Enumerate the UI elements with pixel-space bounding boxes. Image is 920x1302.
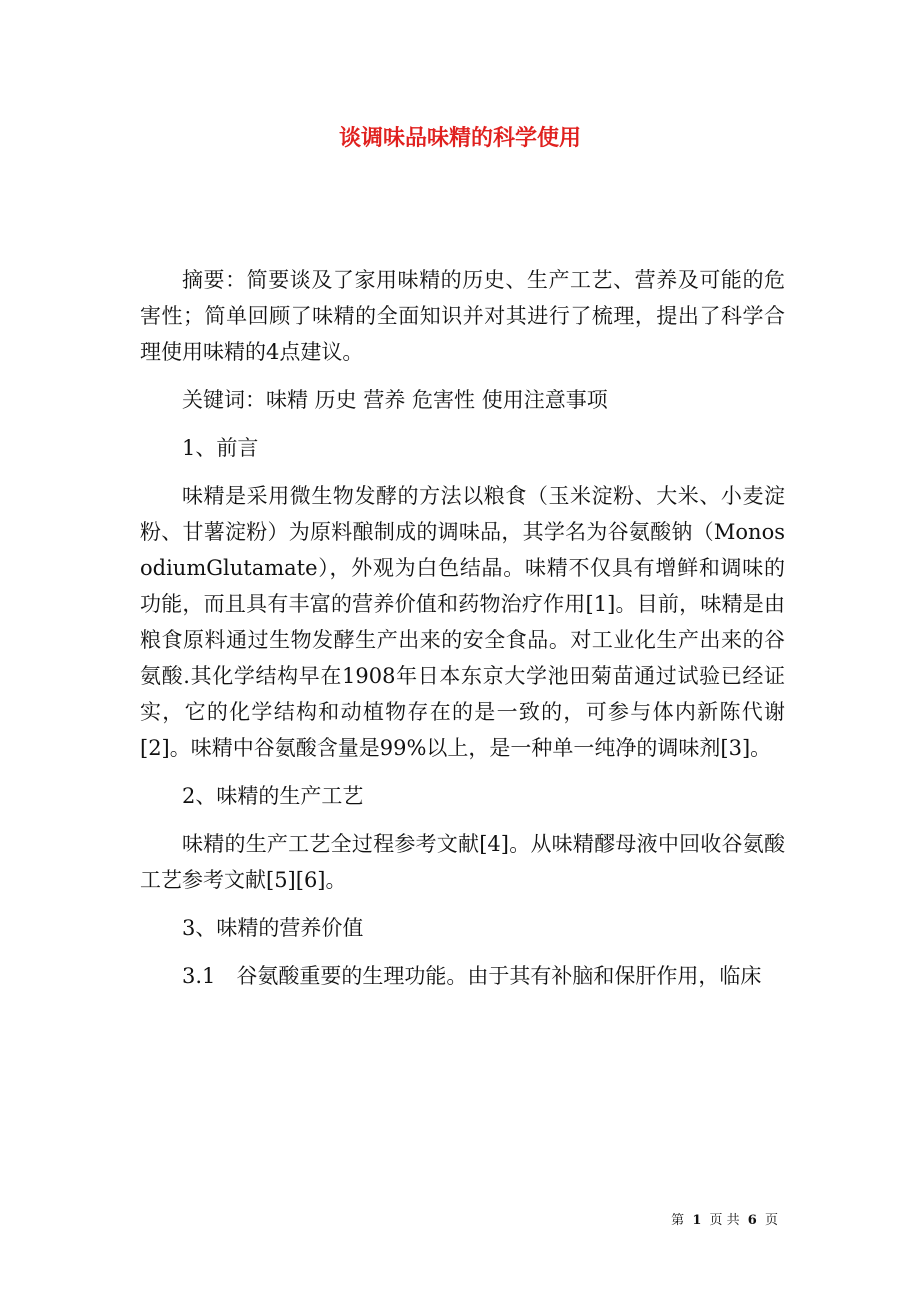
footer-suffix: 页	[764, 1213, 778, 1228]
section-heading-production: 2、味精的生产工艺	[182, 784, 364, 808]
footer-middle: 页 共	[709, 1213, 740, 1228]
footer-prefix: 第	[671, 1213, 685, 1228]
preface-paragraph: 味精是采用微生物发酵的方法以粮食（玉米淀粉、大米、小麦淀粉、甘薯淀粉）为原料酿制成的调味品，其学名为谷氨酸钠（MonosodiumGlutamate），外观为白色结晶。味精不仅具有增鲜和调味的功能，而且具有丰富的营养价值和药物治疗作用[1]。目前，味精是由粮食原料通过生物发酵生产出来的安全食品。对工业化生产出来的谷氨酸.其化学结构早在1908年日本东京大学池田菊苗通过试验已经证实，它的化学结构和动植物存在的是一致的，可参与体内新陈代谢[2]。味精中谷氨酸含量是99%以上，是一种单一纯净的调味剂[3]。	[140, 484, 785, 760]
document-title: 谈调味品味精的科学使用	[338, 125, 581, 151]
section-heading-nutrition: 3、味精的营养价值	[182, 916, 364, 940]
document-body	[140, 262, 785, 1006]
abstract-paragraph: 摘要：简要谈及了家用味精的历史、生产工艺、营养及可能的危害性；简单回顾了味精的全面知识并对其进行了梳理，提出了科学合理使用味精的4点建议。	[140, 268, 785, 364]
page-footer	[669, 1209, 780, 1228]
subsection-3-1-paragraph: 3.1 谷氨酸重要的生理功能。由于其有补脑和保肝作用，临床	[182, 964, 762, 988]
footer-total-pages: 6	[747, 1213, 757, 1228]
production-paragraph: 味精的生产工艺全过程参考文献[4]。从味精醪母液中回收谷氨酸工艺参考文献[5][6]。	[140, 832, 785, 892]
keywords-paragraph: 关键词：味精 历史 营养 危害性 使用注意事项	[182, 388, 608, 412]
section-heading-preface: 1、前言	[182, 436, 259, 460]
footer-page-number: 1	[692, 1213, 702, 1228]
